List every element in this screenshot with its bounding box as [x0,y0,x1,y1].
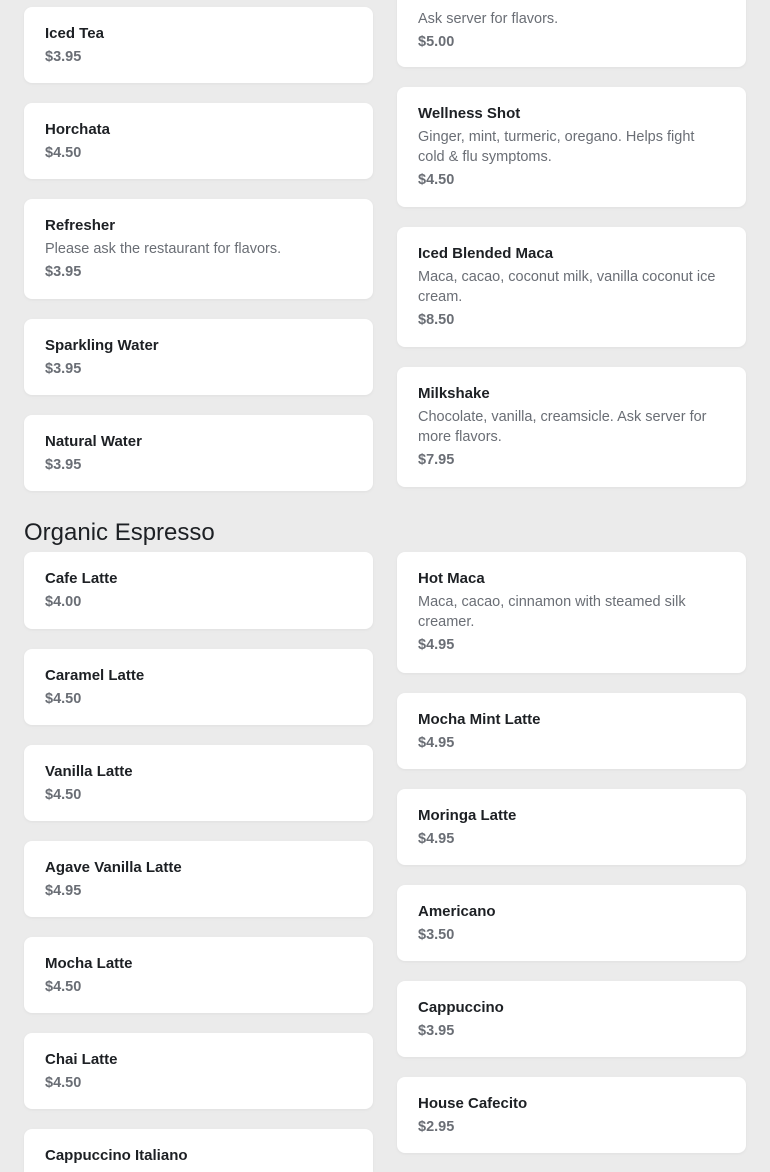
item-price: $4.50 [45,787,82,803]
item-price: $3.95 [45,49,82,65]
menu-item-card[interactable] [24,319,373,395]
menu-item-card[interactable] [24,1129,373,1172]
item-description: Maca, cacao, coconut milk, vanilla coconut ice cream. [418,269,716,305]
item-name: Cappuccino Italiano [45,1147,188,1164]
item-name: Refresher [45,217,116,234]
menu-item-card[interactable] [24,745,373,821]
menu-item-card[interactable] [397,1077,746,1153]
item-description: Please ask the restaurant for flavors. [45,241,282,257]
item-price: $4.95 [418,735,455,751]
menu-item-card[interactable] [24,649,373,725]
item-price: $4.00 [45,594,82,610]
menu-item-card[interactable] [397,981,746,1057]
item-description: Ask server for flavors. [418,11,559,27]
menu-item-card[interactable] [24,7,373,83]
item-price: $4.50 [418,172,455,188]
item-name: Horchata [45,121,111,138]
menu-item-card[interactable] [397,227,746,347]
item-name: Sparkling Water [45,337,159,354]
item-name: Agave Vanilla Latte [45,859,182,876]
menu-item-card[interactable] [397,693,746,769]
menu-item-card[interactable] [397,552,746,673]
item-price: $3.95 [45,361,82,377]
item-price: $3.50 [418,927,455,943]
item-name: Iced Tea [45,25,104,42]
item-name: Caramel Latte [45,667,145,684]
item-price: $2.95 [418,1119,455,1135]
item-name: Moringa Latte [418,807,517,824]
item-description: Maca, cacao, cinnamon with steamed silk creamer. [418,594,686,630]
menu-item-card[interactable] [24,103,373,179]
menu-item-card[interactable] [24,199,373,299]
item-price: $4.50 [45,145,82,161]
item-price: $4.50 [45,1075,82,1091]
item-name: Hot Maca [418,570,485,587]
menu-item-card[interactable] [24,841,373,917]
item-description: Ginger, mint, turmeric, oregano. Helps fight cold & flu symptoms. [418,129,695,165]
item-name: Wellness Shot [418,105,521,122]
item-name: Milkshake [418,385,490,402]
menu-item-card[interactable] [397,367,746,487]
item-name: Cappuccino [418,999,504,1016]
item-price: $4.95 [45,883,82,899]
item-price: $4.50 [45,691,82,707]
item-price: $4.95 [418,831,455,847]
item-price: $4.50 [45,979,82,995]
item-price: $3.95 [45,457,82,473]
item-name: Iced Blended Maca [418,245,554,262]
menu-item-card[interactable] [24,937,373,1013]
item-price: $8.50 [418,312,455,328]
item-name: Mocha Mint Latte [418,711,541,728]
menu-item-card[interactable] [397,87,746,207]
item-price: $3.95 [45,264,82,280]
item-price: $7.95 [418,452,455,468]
item-name: Natural Water [45,433,142,450]
item-name: Americano [418,903,496,920]
item-name: Cafe Latte [45,570,118,587]
menu-item-card[interactable] [24,552,373,629]
menu-item-card[interactable] [24,1033,373,1109]
item-price: $5.00 [418,34,455,50]
item-name: Chai Latte [45,1051,118,1068]
menu-item-card[interactable] [397,0,746,67]
item-price: $4.95 [418,637,455,653]
menu-item-card[interactable] [397,789,746,865]
item-name: House Cafecito [418,1095,528,1112]
item-price: $3.95 [418,1023,455,1039]
item-name: Mocha Latte [45,955,133,972]
menu-item-card[interactable] [397,885,746,961]
menu-item-card[interactable] [24,415,373,491]
item-name: Vanilla Latte [45,763,133,780]
item-description: Chocolate, vanilla, creamsicle. Ask server for more flavors. [418,409,707,445]
section-title: Organic Espresso [24,519,215,546]
